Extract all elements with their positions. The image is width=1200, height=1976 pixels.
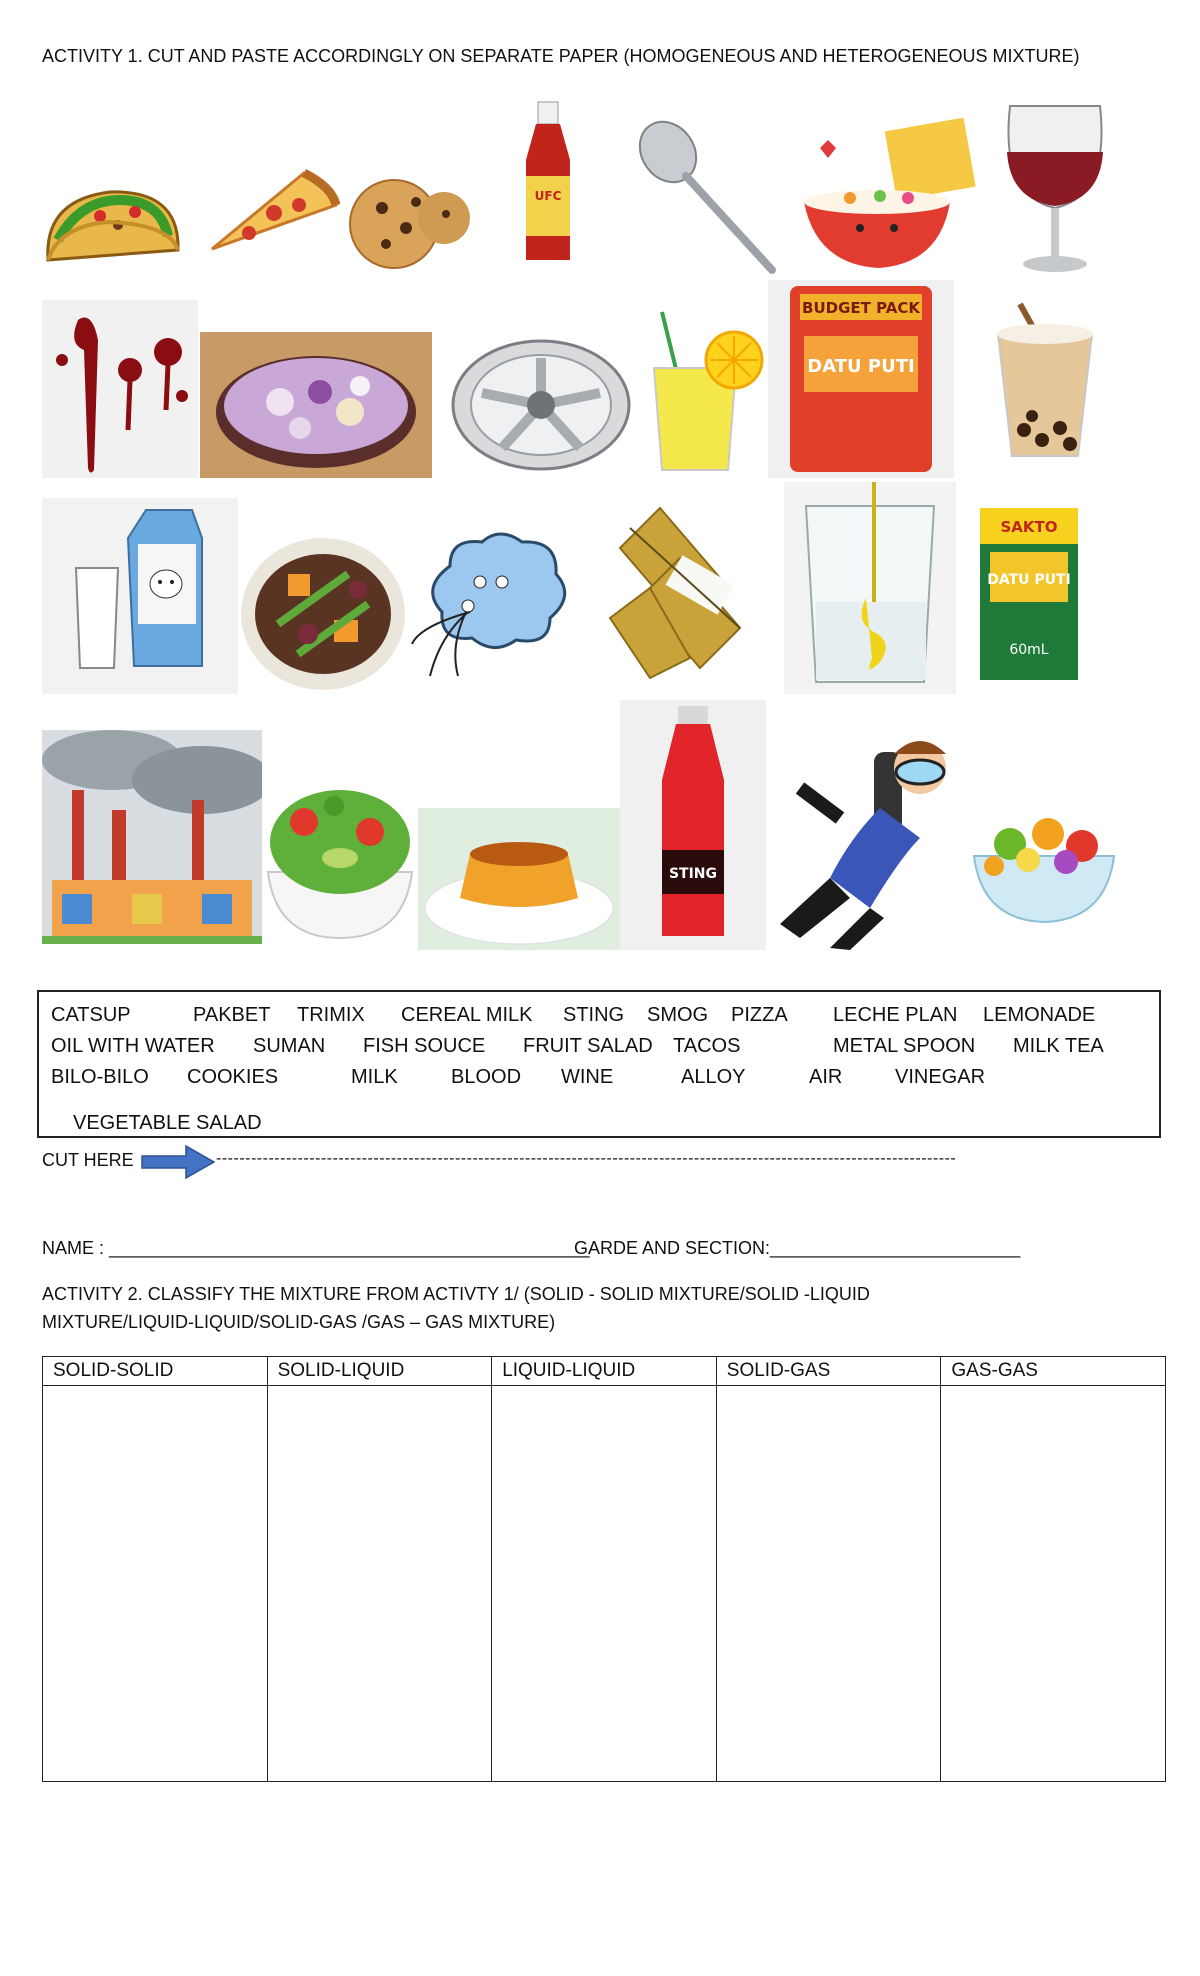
word-bank-item: PIZZA xyxy=(731,1004,788,1026)
cut-here-label: CUT HERE xyxy=(42,1150,134,1170)
wine-glass-picture xyxy=(1000,96,1110,276)
net-content-label-text: 60mL xyxy=(1009,642,1049,658)
column-header-liquid-liquid: LIQUID-LIQUID xyxy=(492,1357,717,1386)
word-bank-item: FRUIT SALAD xyxy=(523,1035,653,1057)
grade-section-label: GARDE AND SECTION: xyxy=(574,1238,771,1258)
word-bank-item: BILO-BILO xyxy=(51,1066,149,1088)
vegetable-salad-picture xyxy=(264,762,416,942)
word-bank-item: COOKIES xyxy=(187,1066,279,1088)
word-bank-item: SMOG xyxy=(647,1004,709,1026)
catsup-bottle-picture xyxy=(508,100,588,268)
column-header-gas-gas: GAS-GAS xyxy=(941,1357,1166,1386)
datu-puti-label-text: DATU PUTI xyxy=(807,356,915,377)
name-field xyxy=(42,1238,590,1259)
word-bank-item: OIL WITH WATER xyxy=(51,1035,215,1057)
column-header-solid-gas: SOLID-GAS xyxy=(716,1357,941,1386)
word-bank-item: FISH SOUCE xyxy=(363,1035,486,1057)
pakbet-picture xyxy=(238,534,408,694)
lemonade-picture xyxy=(648,308,768,476)
milk-tea-picture xyxy=(980,300,1110,460)
taco-picture xyxy=(40,170,186,280)
table-row xyxy=(43,1386,1166,1782)
cut-line: ------------------------------------------------------------------------------------------------------------------------------- xyxy=(216,1150,957,1167)
activity2-instruction-line1: ACTIVITY 2. CLASSIFY THE MIXTURE FROM ACTIVTY 1/ (SOLID - SOLID MIXTURE/SOLID -LIQUID xyxy=(42,1284,870,1304)
vinegar-sakto-pack-picture xyxy=(976,504,1082,684)
suman-picture xyxy=(600,488,766,684)
air-picture xyxy=(410,526,576,682)
sting-label-text: STING xyxy=(668,866,718,882)
answer-cell-liquid-liquid[interactable] xyxy=(492,1386,717,1782)
word-bank-item: WINE xyxy=(561,1066,614,1088)
fish-sauce-budget-pack-picture xyxy=(768,280,954,478)
name-label: NAME : xyxy=(42,1238,110,1258)
answer-cell-solid-gas[interactable] xyxy=(716,1386,941,1782)
alloy-wheel-picture xyxy=(450,338,632,472)
right-arrow-icon xyxy=(140,1144,216,1180)
sakto-label-text: SAKTO xyxy=(1000,518,1058,536)
word-bank-item: MILK xyxy=(351,1066,398,1088)
blood-picture xyxy=(42,300,198,478)
word-bank-item: STING xyxy=(563,1004,625,1026)
activity2-instruction-line2: MIXTURE/LIQUID-LIQUID/SOLID-GAS /GAS – GAS MIXTURE) xyxy=(42,1312,556,1332)
word-bank-item: TACOS xyxy=(673,1035,741,1057)
word-bank-item: LEMONADE xyxy=(983,1004,1096,1026)
word-bank-item: SUMAN xyxy=(253,1035,326,1057)
answer-cell-solid-solid[interactable] xyxy=(43,1386,268,1782)
ufc-label-text: UFC xyxy=(534,189,562,203)
classification-table xyxy=(42,1356,1166,1782)
word-bank-item: AIR xyxy=(809,1066,843,1088)
word-bank-item: MILK TEA xyxy=(1013,1035,1104,1057)
budget-pack-label-text: BUDGET PACK xyxy=(802,299,920,317)
bilo-bilo-picture xyxy=(200,332,432,478)
word-bank-item: BLOOD xyxy=(451,1066,522,1088)
pizza-picture xyxy=(204,165,340,257)
table-header-row xyxy=(43,1357,1166,1386)
name-blank: ________________________________________________ xyxy=(109,1238,590,1258)
word-bank-box xyxy=(37,990,1161,1138)
grade-section-blank: _________________________ xyxy=(770,1238,1021,1258)
word-bank-item: VINEGAR xyxy=(895,1066,986,1088)
word-bank-item: ALLOY xyxy=(681,1066,746,1088)
column-header-solid-solid: SOLID-SOLID xyxy=(43,1357,268,1386)
word-bank-item: CEREAL MILK xyxy=(401,1004,533,1026)
datu-puti-small-label-text: DATU PUTI xyxy=(987,572,1071,588)
smog-picture xyxy=(42,730,262,944)
metal-spoon-picture xyxy=(632,118,782,278)
sting-bottle-picture xyxy=(620,700,766,950)
trimix-scuba-diver-picture xyxy=(770,728,966,950)
fruit-salad-picture xyxy=(970,800,1118,926)
column-header-solid-liquid: SOLID-LIQUID xyxy=(267,1357,492,1386)
cookies-picture xyxy=(346,168,472,276)
word-bank-item: CATSUP xyxy=(51,1004,131,1026)
activity1-title: ACTIVITY 1. CUT AND PASTE ACCORDINGLY ON SEPARATE PAPER (HOMOGENEOUS AND HETEROGENEOUS MIXTURE) xyxy=(42,46,1080,66)
word-bank-item: LECHE PLAN xyxy=(833,1004,958,1026)
answer-cell-solid-liquid[interactable] xyxy=(267,1386,492,1782)
word-bank-item: PAKBET xyxy=(193,1004,271,1026)
milk-picture xyxy=(42,498,238,694)
word-bank-item: TRIMIX xyxy=(297,1004,365,1026)
oil-with-water-picture xyxy=(784,482,956,694)
grade-section-field xyxy=(574,1238,1020,1259)
leche-plan-picture xyxy=(418,808,620,950)
word-bank-item: VEGETABLE SALAD xyxy=(73,1112,262,1134)
word-bank-item: METAL SPOON xyxy=(833,1035,976,1057)
cereal-milk-picture xyxy=(800,118,990,278)
answer-cell-gas-gas[interactable] xyxy=(941,1386,1166,1782)
